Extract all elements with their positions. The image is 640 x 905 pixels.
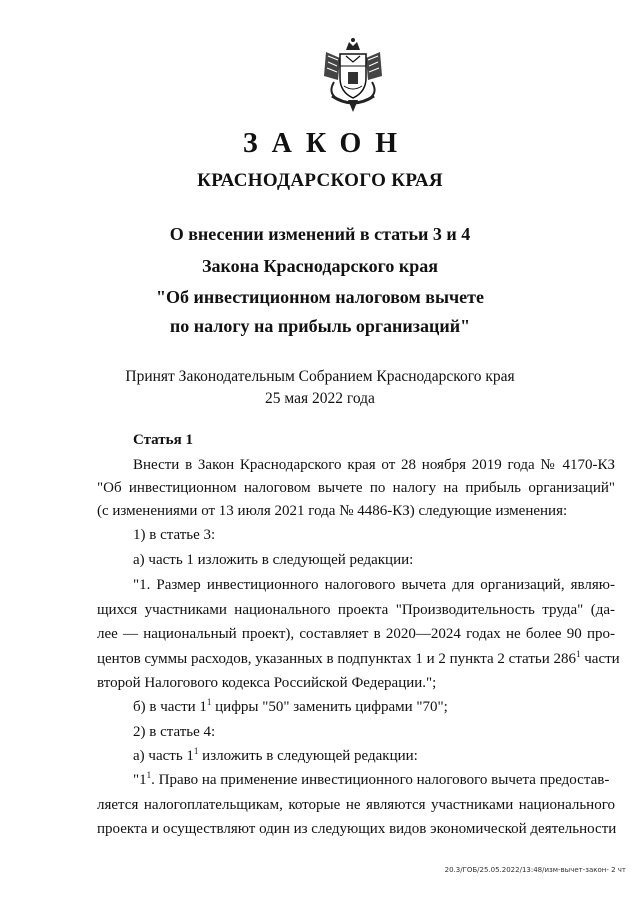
superscript: 1 [193, 746, 199, 756]
superscript: 1 [206, 697, 212, 707]
body-line-text: "1 [133, 772, 147, 788]
body-line: лее — национальный проект), составляет в 2020—2024 годах не более 90 про- [97, 626, 615, 642]
body-line-text: . Право на применение инвестиционного налогового вычета предостав- [151, 772, 610, 788]
heading-line-4: по налогу на прибыль организаций" [169, 316, 471, 336]
body-line-text: цифры "50" заменить цифрами "70"; [215, 699, 448, 715]
body-line [133, 697, 448, 717]
body-line: проекта и осуществляют один из следующих видов экономической деятельности [97, 821, 617, 837]
body-line: ляется налогоплательщикам, которые не являются участниками национального [97, 797, 615, 813]
body-line-text: изложить в следующей редакции: [202, 748, 418, 764]
body-line: Внести в Закон Краснодарского края от 28 ноября 2019 года № 4170-КЗ [133, 457, 615, 473]
body-line-text: центов суммы расходов, указанных в подпунктах 1 и 2 пункта 2 статьи 286 [97, 651, 576, 667]
body-line [97, 649, 620, 669]
body-line [133, 770, 615, 790]
body-line: "1. Размер инвестиционного налогового вычета для организаций, являю- [133, 577, 615, 593]
body-line-text: б) в части 1 [133, 699, 207, 715]
body-line: 2) в статье 4: [133, 724, 216, 740]
article-title: Статья 1 [133, 432, 193, 448]
heading-line-1: О внесении изменений в статьи 3 и 4 [169, 224, 471, 244]
heading-line-3: "Об инвестиционном налоговом вычете [156, 287, 484, 307]
document-subtitle: КРАСНОДАРСКОГО КРАЯ [197, 170, 443, 191]
body-line: щихся участниками национального проекта "Производительность труда" (да- [97, 602, 615, 618]
body-line [133, 746, 418, 766]
heading-line-2: Закона Краснодарского края [202, 256, 438, 276]
body-line: 1) в статье 3: [133, 527, 216, 543]
body-line-text: а) часть 1 [133, 748, 194, 764]
superscript: 1 [146, 770, 152, 780]
document-title: ЗАКОН [242, 128, 412, 159]
adopted-date: 25 мая 2022 года [265, 390, 375, 407]
body-line-text: части [584, 651, 620, 667]
body-line: "Об инвестиционном налоговом вычете по налогу на прибыль организаций" [97, 480, 615, 496]
body-line: а) часть 1 изложить в следующей редакции: [133, 552, 414, 568]
adopted-line: Принят Законодательным Собранием Краснодарского края [125, 368, 515, 385]
coat-of-arms-emblem [318, 36, 388, 114]
body-line: второй Налогового кодекса Российской Федерации."; [97, 675, 437, 691]
body-line: (с изменениями от 13 июля 2021 года № 4486-КЗ) следующие изменения: [97, 503, 568, 519]
superscript: 1 [576, 649, 581, 659]
footer-stamp: 20.3/ГОБ/25.05.2022/13:48/изм-вычет-закон- 2 чт [444, 866, 626, 874]
